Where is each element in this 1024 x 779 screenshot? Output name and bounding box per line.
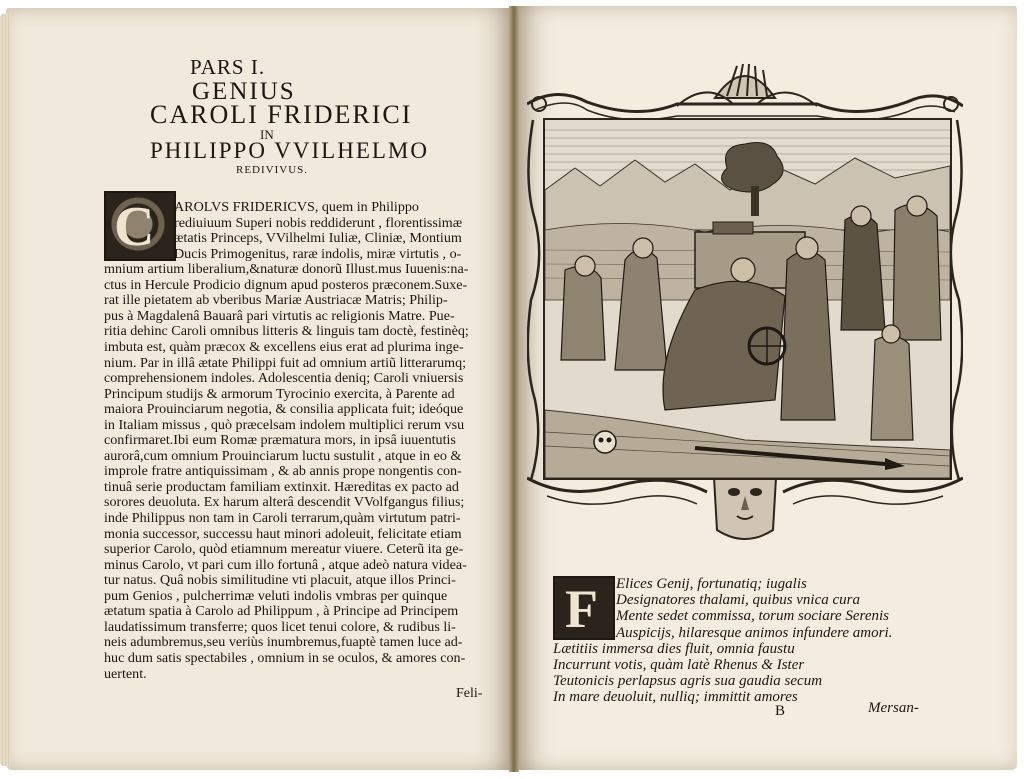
catchword-left: Feli- bbox=[456, 686, 483, 701]
title-caroli: CAROLI FRIDERICI bbox=[150, 100, 413, 129]
decorated-initial-f bbox=[553, 576, 615, 640]
book-gutter bbox=[509, 6, 519, 772]
body-line: AROLVS FRIDERICVS, quem in Philippo bbox=[174, 199, 419, 215]
decorated-initial-c bbox=[104, 191, 176, 261]
body-line: huc dum satis spectabiles , omnium in se oculos, & amores con- bbox=[104, 649, 466, 666]
initial-letter: F bbox=[565, 579, 598, 639]
verse-line: Mente sedet commissa, torum sociare Serenis bbox=[616, 608, 890, 625]
title-redivivus: REDIVIVUS. bbox=[236, 164, 309, 176]
body-line: nium. Par in illâ ætate Philippi fuit ad omnium artiũ litterarumq; bbox=[104, 354, 467, 371]
body-line: maiora Prouinciarum negotia, & consilia applicata fuit; ideóque bbox=[104, 401, 464, 418]
verse-line: Elices Genij, fortunatiq; iugalis bbox=[616, 576, 807, 592]
body-line: comprehensionem indoles. Adolescentia deniq; Caroli vniuersis bbox=[104, 370, 464, 387]
body-line: pum Genios , pulcherrimæ veluti indolis vmbras per quinque bbox=[104, 587, 448, 604]
body-line: Ducis Primogenitus, raræ indolis, miræ virtutis , o- bbox=[174, 245, 462, 262]
initial-letter: C bbox=[114, 196, 155, 258]
signature-mark: B bbox=[775, 703, 786, 719]
verse-line: Teutonicis perlapsus agris sua gaudia secum bbox=[553, 673, 823, 690]
body-line: tur natus. Quâ nobis similitudine vti placuit, atque illos Princi- bbox=[104, 572, 456, 589]
title-philippo: PHILIPPO VVILHELMO bbox=[150, 138, 429, 163]
body-line: pus à Magdalenâ Bauarâ pari virtutis ac religionis Matre. Pue- bbox=[104, 307, 455, 324]
body-line: confirmaret.Ibi eum Romæ præmatura mors, in ipsâ iuuentutis bbox=[104, 432, 456, 449]
body-line: ætatis Princeps, VVilhelmi Iuliæ, Cliniæ, Montium bbox=[174, 230, 462, 247]
body-line: ritia dehinc Caroli omnibus litteris & linguis tam doctè, festinèq; bbox=[104, 323, 469, 340]
body-line: imbuta est, quàm præcox & excellens eius erat ad plurima inge- bbox=[104, 338, 464, 355]
body-line: inde Philippus non tam in Caroli terrarum,quàm virtutum patri- bbox=[104, 510, 461, 526]
catchword-right: Mersan- bbox=[868, 700, 919, 716]
body-line: minus Carolo, vt pari cum illo fortunâ , atque adeò natura videa- bbox=[104, 556, 467, 573]
body-line: sorores deuoluta. Ex harum alterâ descendit VVolfgangus filius; bbox=[104, 494, 465, 511]
body-line: rediuiuum Superi nobis reddiderunt , florentissimæ bbox=[174, 214, 463, 231]
body-line: in Italiam missus , quò præcelsam indolem multiplici rerum vsu bbox=[104, 416, 465, 433]
verse-line: Designatores thalami, quibus vnica cura bbox=[616, 592, 861, 609]
page-edge bbox=[0, 14, 10, 766]
body-line: aurorâ,cum omnium Prouinciarum luctu sustulit , atque in eo & bbox=[104, 447, 462, 464]
verse-line: Lætitiis immersa dies fluit, omnia faustu bbox=[553, 640, 795, 657]
verse-line: Incurrunt votis, quàm latè Rhenus & Ister bbox=[553, 657, 805, 673]
title-in: IN bbox=[260, 127, 274, 142]
title-genius: GENIUS bbox=[192, 78, 296, 105]
body-line: ctus in Hercule Prodicio dignum apud posteros præconem.Suxe- bbox=[104, 276, 468, 293]
body-line: monia successor, successu haut minori adoleuit, felicitate etiam bbox=[104, 525, 462, 542]
body-line: ætatum spatia à Carolo ad Philippum , à Principe ad Principem bbox=[104, 603, 459, 620]
body-line: neis adumbremus,seu veriùs inumbremus,fuaptè tamen luce ad- bbox=[104, 634, 463, 651]
verse-line: In mare deuoluit, nulliq; immittit amores bbox=[553, 689, 798, 706]
engraved-illustration bbox=[543, 118, 952, 480]
body-line: superior Carolo, quòd etiamnum mereatur viuere. Ceterũ ita ge- bbox=[104, 541, 464, 558]
body-line: Principum studijs & armorum Tyrocinio exercita, à Parente ad bbox=[104, 385, 455, 402]
body-line: uertent. bbox=[104, 665, 147, 682]
body-line: improle fratre antiquissimam , & ab annis prope nongentis con- bbox=[104, 463, 462, 480]
body-line: rat ille pietatem ab vberibus Mariæ Austriacæ Matris; Philip- bbox=[104, 292, 448, 309]
body-line: tinuâ serie productam familiam extinxit. Hæreditas ex pacto ad bbox=[104, 478, 459, 495]
shell-ornament bbox=[677, 64, 817, 106]
body-line: laudatissimum transferre; quos licet tenui colore, & rudibus li- bbox=[104, 618, 456, 635]
body-line: mnium artium liberalium,&naturæ donorũ Illust.mus Iuuenis:na- bbox=[104, 261, 469, 278]
part-heading: PARS I. bbox=[190, 55, 266, 79]
verse-line: Auspicijs, hilaresque animos infundere amori. bbox=[616, 624, 893, 641]
